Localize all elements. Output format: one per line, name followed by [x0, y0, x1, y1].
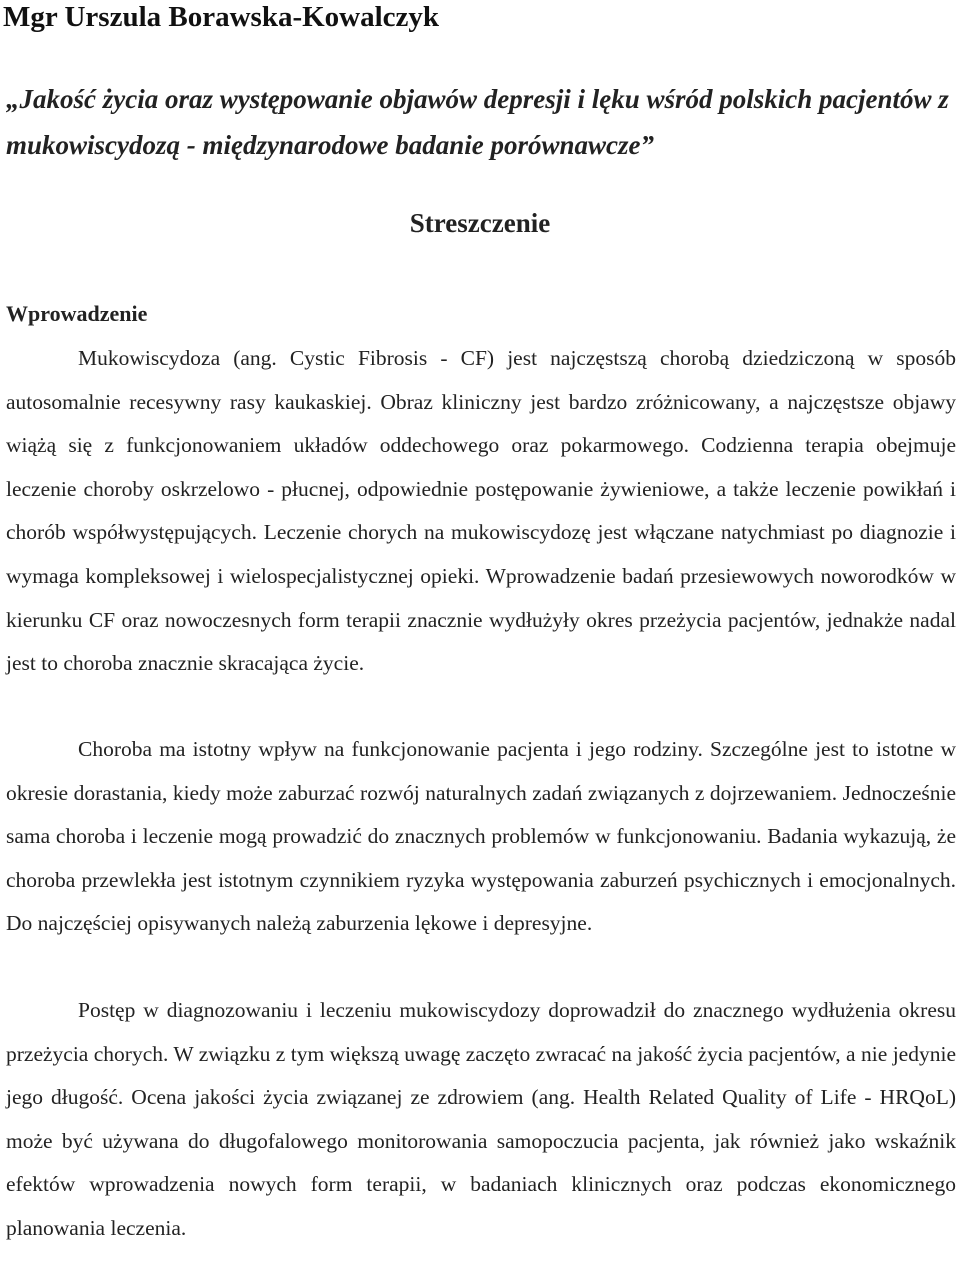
abstract-heading: Streszczenie — [409, 208, 551, 238]
author-name: Mgr Urszula Borawska-Kowalczyk — [3, 1, 440, 33]
section-heading-introduction: Wprowadzenie — [6, 301, 148, 326]
paragraph-1: Mukowiscydoza (ang. Cystic Fibrosis - CF) jest najczęstszą chorobą dziedziczoną w sposób autosomalnie recesywny rasy kaukaskiej. Obraz kliniczny jest bardzo zróżnicowany, a najczęstsze objawy wiążą się z funkcjonowaniem układów oddechowego oraz pokarmowego. Codzienna terapia obejmuje leczenie choroby oskrzelowo - płucnej, odpowiednie postępowanie żywieniowe, a także leczenie powikłań i chorób współwystępujących. Leczenie chorych na mukowiscydozę jest włączane natychmiast po diagnozie i wymaga kompleksowej i wielospecjalistycznej opieki. Wprowadzenie badań przesiewowych noworodków w kierunku CF oraz nowoczesnych form terapii znacznie wydłużyły okres przeżycia pacjentów, jednakże nadal jest to choroba znacznie skracająca życie. — [6, 346, 956, 676]
thesis-title: „Jakość życia oraz występowanie objawów depresji i lęku wśród polskich pacjentów z mukowiscydozą - międzynarodowe badanie porównawcze” — [6, 84, 949, 160]
paragraph-3: Postęp w diagnozowaniu i leczeniu mukowiscydozy doprowadził do znacznego wydłużenia okresu przeżycia chorych. W związku z tym większą uwagę zaczęto zwracać na jakość życia pacjentów, a nie jedynie jego długość. Ocena jakości życia związanej ze zdrowiem (ang. Health Related Quality of Life - HRQoL) może być używana do długofalowego monitorowania samopoczucia pacjenta, jak również jako wskaźnik efektów wprowadzenia nowych form terapii, w badaniach klinicznych oraz podczas ekonomicznego planowania leczenia. — [6, 998, 956, 1240]
paragraph-2: Choroba ma istotny wpływ na funkcjonowanie pacjenta i jego rodziny. Szczególne jest to istotne w okresie dorastania, kiedy może zaburzać rozwój naturalnych zadań związanych z dojrzewaniem. Jednocześnie sama choroba i leczenie mogą prowadzić do znacznych problemów w funkcjonowaniu. Badania wykazują, że choroba przewlekła jest istotnym czynnikiem ryzyka występowania zaburzeń psychicznych i emocjonalnych. Do najczęściej opisywanych należą zaburzenia lękowe i depresyjne. — [6, 737, 956, 936]
